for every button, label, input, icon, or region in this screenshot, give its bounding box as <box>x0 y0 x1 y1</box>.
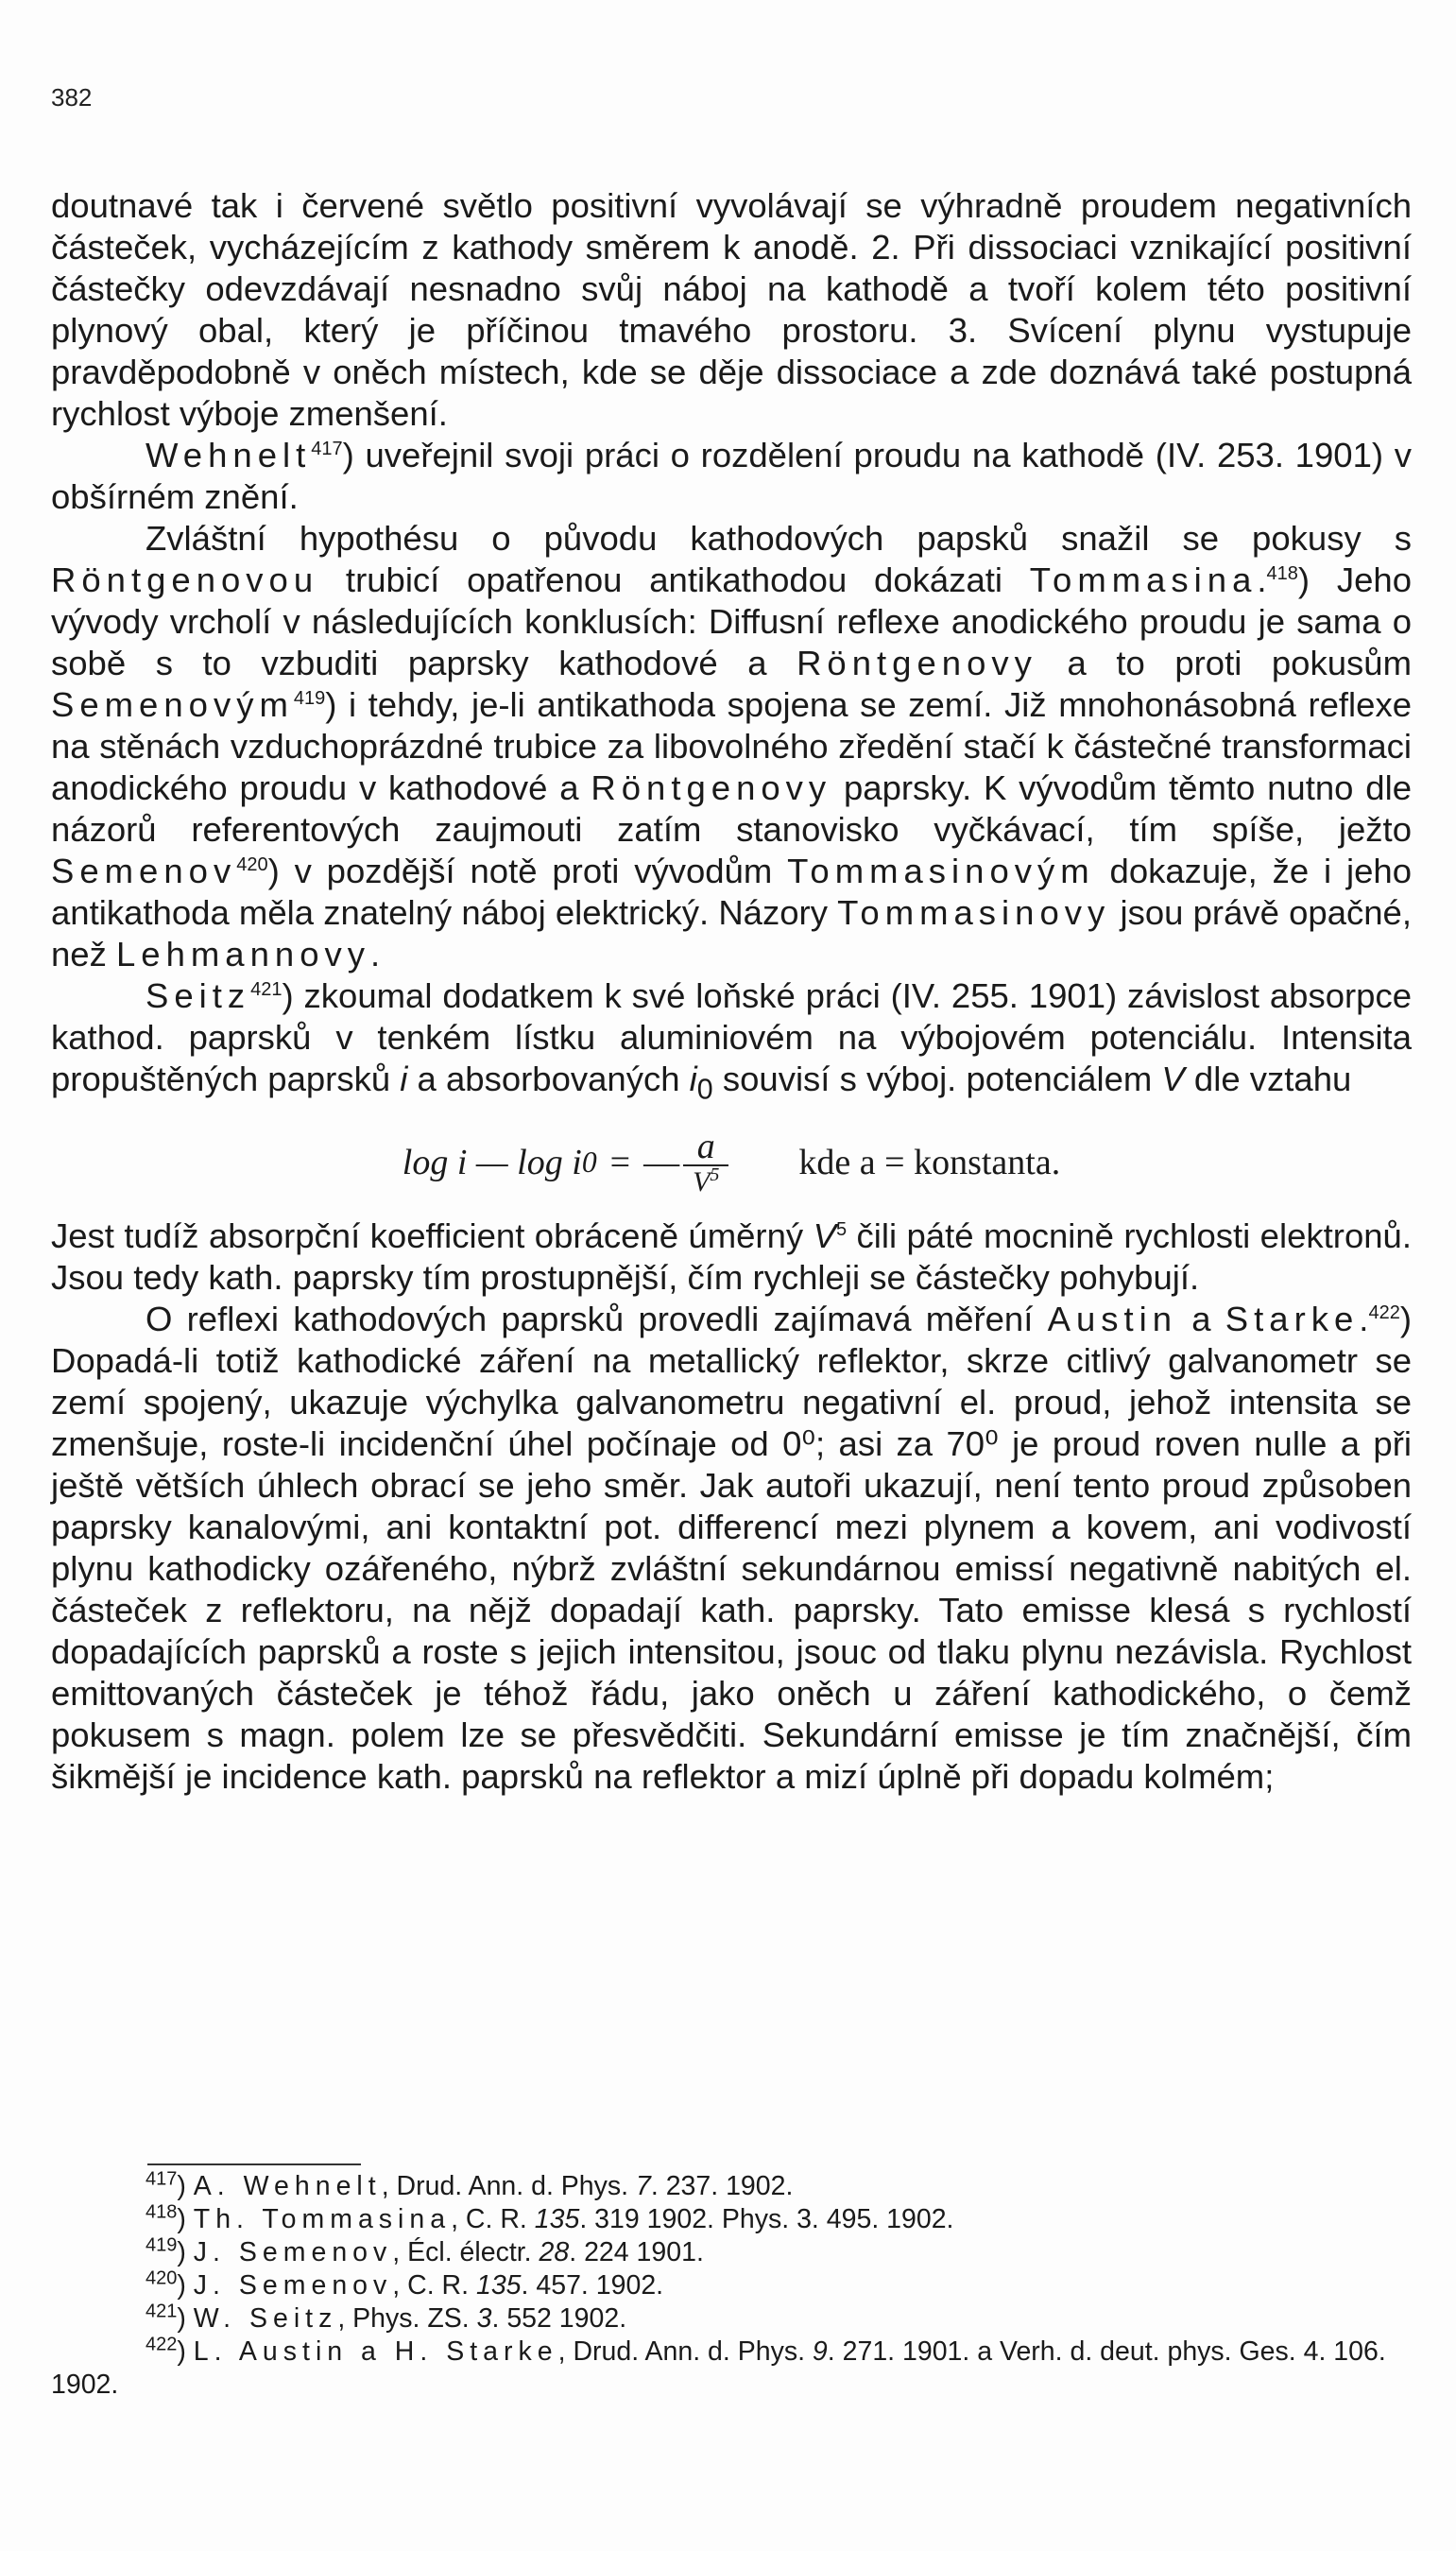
formula-note: kde a = konstanta. <box>798 1143 1061 1183</box>
formula-minus: — <box>643 1143 680 1183</box>
author-name: Tommasina <box>1029 560 1258 599</box>
author-name: Tommasinovy <box>837 893 1111 932</box>
page-number: 382 <box>51 83 93 112</box>
math-var: i <box>400 1060 408 1098</box>
footnote-ref[interactable]: 421 <box>250 978 283 1000</box>
footnote-ref[interactable]: 420 <box>236 853 268 875</box>
author-name: Wehnelt <box>146 436 312 474</box>
paragraph-seitz: Seitz$^{421}$) zkoumal dodatkem k své loňské práci (IV. 255. 1901) závislost absorpce kathod. paprsků v tenkém lístku aluminiovém na výbojovém potenciálu. Intensita propuštěných paprsků i a absorbovaných $i_0$ souvisí s výboj. potenciálem V dle vztahu <box>51 976 1412 1106</box>
footnote-ref[interactable]: 422 <box>1368 1302 1400 1324</box>
author-name: Starke <box>1225 1300 1360 1339</box>
footnotes <box>51 2170 1412 2402</box>
author-name: Tommasinovým <box>787 852 1095 890</box>
footnote: $^{420}$) J. Semenov, C. R. 135. 457. 1902. <box>146 2267 664 2301</box>
footnote: $^{418}$) Th. Tommasina, C. R. 135. 319 1902. Phys. 3. 495. 1902. <box>146 2201 954 2234</box>
footnote-ref[interactable]: 417 <box>311 438 343 459</box>
paragraph-austin: O reflexi kathodových paprsků provedli zajímavá měření Austin a Starke.$^{422}$) Dopadá-li totiž kathodické záření na metallický reflektor, skrze citlivý galvanometr se zemí spojený, ukazuje výchylka galvanometru negativní el. proud, jehož intensita se zmenšuje, roste-li incidenční úhel počínaje od 0⁰; asi za 70⁰ je proud roven nulle a při ještě větších úhlech obrací se jeho směr. Jak autoři ukazují, není tento proud způsoben paprsky kanalovými, ani kontaktní pot. differencí mezi plynem a kovem, ani vodivostí plynu kathodicky ozářeného, nýbrž zvláštní sekundárnou emissí negativně nabitých el. částeček z reflektoru, na nějž dopadají kath. paprsky. Tato emisse klesá s rychlostí dopadajících paprsků a roste s jejich intensitou, jsouc od tlaku plynu nezávisla. Rychlost emittovaných částeček je téhož řádu, jako oněch u záření kathodického, o čemž pokusem s magn. polem lze se přesvědčiti. Sekundární emisse je tím značnější, čím šikmější je incidence kath. paprsků na reflektor a mizí úplně při dopadu kolmém; <box>51 1300 1412 1797</box>
author-name: Semenov <box>51 852 237 890</box>
footnote-rule <box>147 2163 361 2165</box>
author-name: Röntgenovou <box>51 560 319 599</box>
author-name: Seitz <box>146 976 251 1015</box>
author-name: Röntgenovy <box>591 768 832 807</box>
paragraph-wehnelt: Wehnelt$^{417}$) uveřejnil svoji práci o rozdělení proudu na kathodě (IV. 253. 1901) v obšírném znění. <box>51 436 1412 516</box>
author-name: Austin <box>1047 1300 1178 1339</box>
author-name: Röntgenovy <box>797 644 1037 682</box>
author-name: Semenovým <box>51 685 294 724</box>
author-name: Lehmannovy <box>116 935 371 974</box>
paragraph-tommasina: Zvláštní hypothésu o původu kathodových papsků snažil se pokusy s Röntgenovou trubicí opatřenou antikathodou dokázati Tommasina.$^{418}$) Jeho vývody vrcholí v následujících konklusích: Diffusní reflexe anodického proudu je sama o sobě s to vzbuditi paprsky kathodové a Röntgenovy a to proti pokusům Semenovým$^{419}$) i tehdy, je-li antikathoda spojena se zemí. Již mnohonásobná reflexe na stěnách vzduchoprázdné trubice za libovolného zředění stačí k částečné transformaci anodického proudu v kathodové a Röntgenovy paprsky. K vývodům těmto nutno dle názorů referentových zaujmouti zatím stanovisko vyčkávací, tím spíše, ježto Semenov$^{420}$) v pozdější notě proti vývodům Tommasinovým dokazuje, že i jeho antikathoda měla znatelný náboj elektrický. Názory Tommasinovy jsou právě opačné, než Lehmannovy. <box>51 519 1412 974</box>
formula-equals: = <box>609 1143 631 1183</box>
main-text <box>51 185 1412 1798</box>
paragraph-absorption: Jest tudíž absorpční koefficient obráceně úměrný $V^5$ čili páté mocnině rychlosti elektronů. Jsou tedy kath. paprsky tím prostupnější, čím rychleji se částečky pohybují. <box>51 1216 1412 1298</box>
formula-lhs: log i — log i <box>402 1143 582 1183</box>
math-var: V <box>813 1216 836 1256</box>
math-var: V <box>1161 1060 1185 1098</box>
footnote-ref[interactable]: 418 <box>1266 562 1298 584</box>
footnote: $^{422}$) L. Austin a H. Starke, Drud. Ann. d. Phys. 9. 271. 1901. a Verh. d. deut. phys. Ges. 4. 106. 1902. <box>51 2334 1386 2400</box>
footnote: $^{421}$) W. Seitz, Phys. ZS. 3. 552 1902. <box>146 2301 627 2334</box>
formula-denominator: $V^5$ <box>683 1164 728 1197</box>
formula: log i — log i 0 = — $\frac{a}{V^5}$ kde a = konstanta. <box>402 1127 1061 1198</box>
paragraph-1: doutnavé tak i červené světlo positivní vyvolávají se výhradně proudem negativních částeček, vycházejícím z kathody směrem k anodě. 2. Při dissociaci vznikající positivní částečky odevzdávají nesnadno svůj náboj na kathodě a tvoří kolem této positivní plynový obal, který je příčinou tmavého prostoru. 3. Svícení plynu vystupuje pravděpodobně v oněch místech, kde se děje dissociace a zde doznává také postupná rychlost výboje zmenšení. <box>51 186 1412 433</box>
formula-numerator: a <box>696 1127 715 1167</box>
footnote-ref[interactable]: 419 <box>293 687 326 709</box>
footnote: $^{417}$) A. Wehnelt, Drud. Ann. d. Phys. 7. 237. 1902. <box>146 2168 794 2201</box>
footnote: $^{419}$) J. Semenov, Écl. électr. 28. 224 1901. <box>146 2234 704 2267</box>
math-var: i <box>689 1060 697 1098</box>
formula-fraction <box>683 1129 728 1197</box>
